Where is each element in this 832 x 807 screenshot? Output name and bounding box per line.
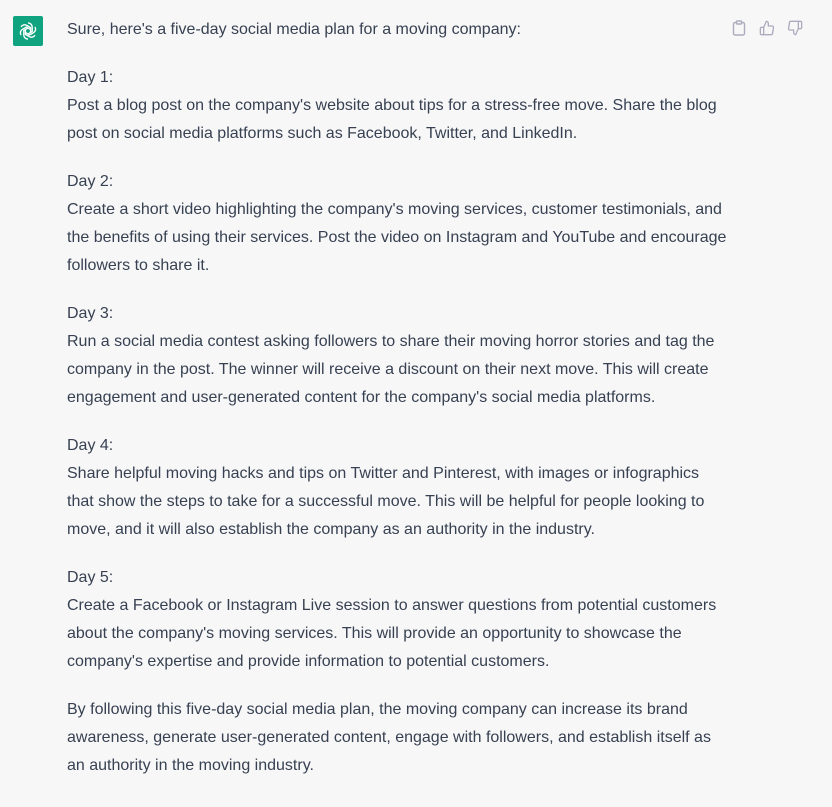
day-text: Create a short video highlighting the company's moving services, customer testimonials, and the benefits of using their services. Post the video on Instagram and YouTube and encourage followers to share it. bbox=[67, 201, 727, 274]
dislike-button[interactable] bbox=[787, 19, 803, 37]
day-section bbox=[67, 432, 727, 544]
day-title: Day 2: bbox=[67, 173, 114, 190]
day-section bbox=[67, 300, 727, 412]
thumbs-up-icon bbox=[759, 20, 775, 36]
copy-button[interactable] bbox=[731, 19, 747, 37]
day-title: Day 3: bbox=[67, 305, 114, 322]
day-text: Share helpful moving hacks and tips on Twitter and Pinterest, with images or infographics that show the steps to take for a successful move. This will be helpful for people looking to move, and it will also establish the company as an authority in the industry. bbox=[67, 465, 705, 538]
openai-logo-icon bbox=[17, 20, 39, 42]
thumbs-down-icon bbox=[787, 20, 803, 36]
message-intro: Sure, here's a five-day social media plan for a moving company: bbox=[67, 21, 521, 38]
message-actions bbox=[731, 19, 803, 37]
assistant-message bbox=[67, 16, 727, 800]
day-title: Day 5: bbox=[67, 569, 114, 586]
clipboard-icon bbox=[732, 20, 746, 36]
day-text: Run a social media contest asking followers to share their moving horror stories and tag the company in the post. The winner will receive a discount on their next move. This will create engagement and user-generated content for the company's social media platforms. bbox=[67, 333, 715, 406]
day-text: Post a blog post on the company's website about tips for a stress-free move. Share the blog post on social media platforms such as Facebook, Twitter, and LinkedIn. bbox=[67, 97, 717, 142]
day-section bbox=[67, 64, 727, 148]
day-section bbox=[67, 168, 727, 280]
message-conclusion: By following this five-day social media plan, the moving company can increase its brand awareness, generate user-generated content, engage with followers, and establish itself as an authority in the moving industry. bbox=[67, 701, 711, 774]
day-title: Day 4: bbox=[67, 437, 114, 454]
day-section bbox=[67, 564, 727, 676]
assistant-avatar bbox=[13, 16, 43, 46]
day-title: Day 1: bbox=[67, 69, 114, 86]
day-text: Create a Facebook or Instagram Live session to answer questions from potential customers about the company's moving services. This will provide an opportunity to showcase the company's expertise and provide information to potential customers. bbox=[67, 597, 717, 670]
like-button[interactable] bbox=[759, 19, 775, 37]
